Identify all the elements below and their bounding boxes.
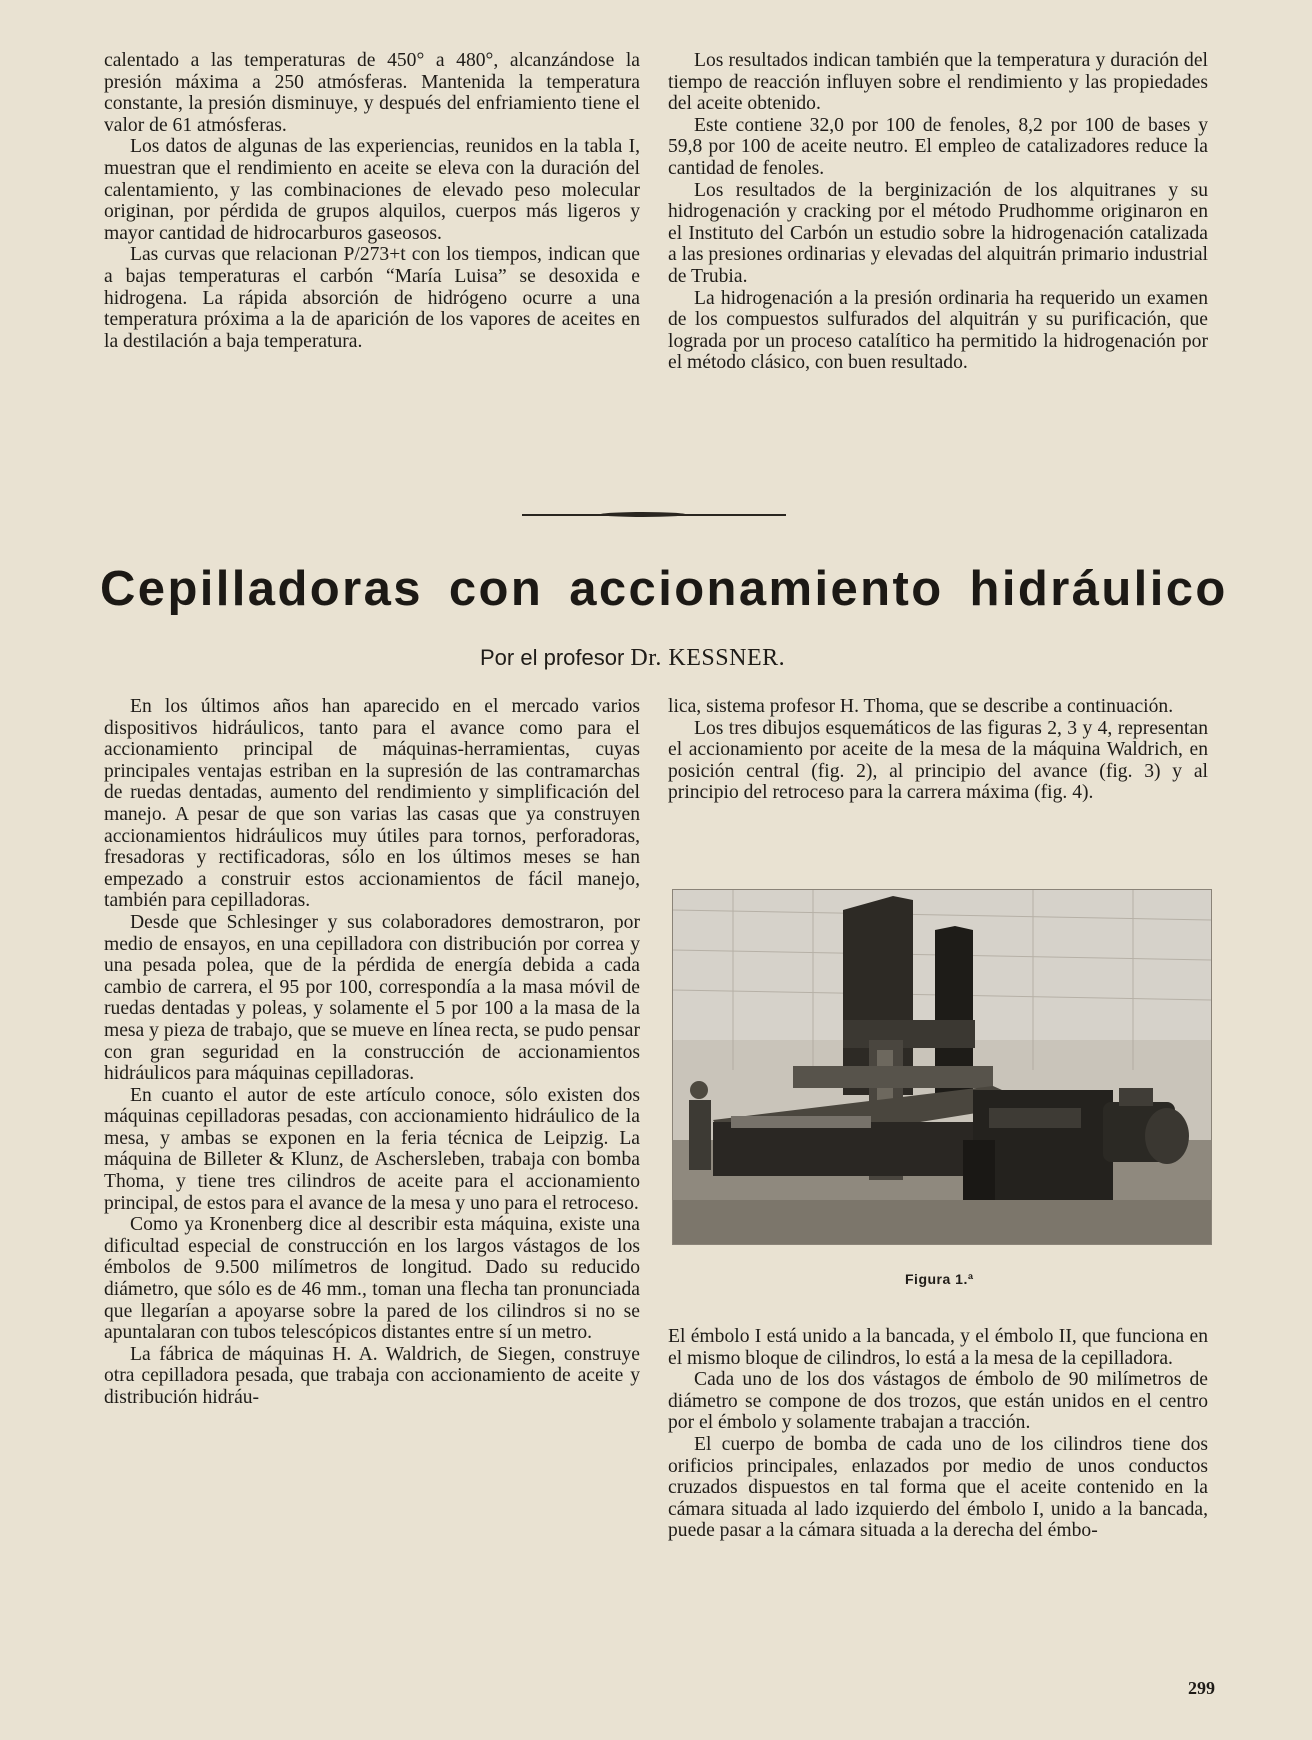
paragraph: Los tres dibujos esquemáticos de las figuras 2, 3 y 4, representan el accionamiento por aceite de la mesa de la máquina Waldrich, en posición central (fig. 2), al principio del avance (fig. 3) y al principio del retroceso para la carrera máxima (fig. 4). xyxy=(668,717,1208,804)
paragraph: Las curvas que relacionan P/273+t con los tiempos, indican que a bajas temperaturas el carbón “María Luisa” se desoxida e hidrogena. La rápida absorción de hidrógeno ocurre a una temperatura próxima a la de aparición de los vapores de aceites en la destilación a baja temperatura. xyxy=(104,244,640,352)
top-left-column xyxy=(104,50,640,352)
top-right-column xyxy=(668,50,1208,374)
paragraph: calentado a las temperaturas de 450° a 480°, alcanzándose la presión máxima a 250 atmósferas. Mantenida la temperatura constante, la presión disminuye, y después del enfriamiento tiene el valor de 61 atmósferas. xyxy=(104,50,640,136)
byline-prefix: Por el profesor xyxy=(480,645,625,670)
article-right-column-bottom xyxy=(668,1326,1208,1542)
section-divider-ornament xyxy=(600,512,686,517)
article-title: Cepilladoras con accionamiento hidráulico xyxy=(100,562,1228,616)
byline xyxy=(480,644,785,672)
planing-machine-photo xyxy=(673,890,1212,1245)
paragraph: Los resultados indican también que la temperatura y duración del tiempo de reacción influyen sobre el rendimiento y las propiedades del aceite obtenido. xyxy=(668,50,1208,115)
paragraph: Este contiene 32,0 por 100 de fenoles, 8,2 por 100 de bases y 59,8 por 100 de aceite neutro. El empleo de catalizadores reduce la cantidad de fenoles. xyxy=(668,114,1208,179)
paragraph: La fábrica de máquinas H. A. Waldrich, de Siegen, construye otra cepilladora pesada, que trabaja con accionamiento de aceite y distribución hidráu- xyxy=(104,1343,640,1408)
paragraph: Los resultados de la berginización de los alquitranes y su hidrogenación y cracking por el método Prudhomme originaron en el Instituto del Carbón un estudio sobre la hidrogenación catalizada a las presiones ordinarias y elevadas del alquitrán primario industrial de Trubia. xyxy=(668,179,1208,287)
figure-1-photo xyxy=(672,889,1212,1245)
paragraph: Cada uno de los dos vástagos de émbolo de 90 milímetros de diámetro se compone de dos trozos, que están unidos en el centro por el émbolo y solamente trabajan a tracción. xyxy=(668,1369,1208,1434)
paragraph: Como ya Kronenberg dice al describir esta máquina, existe una dificultad especial de construcción en los largos vástagos de los émbolos de 9.500 milímetros de longitud. Dado su reducido diámetro, que sólo es de 46 mm., toman una flecha tan pronunciada que llegarían a apoyarse sobre la pared de los cilindros si no se apuntalaran con tubos telescópicos distantes entre sí un metro. xyxy=(104,1214,640,1344)
paragraph: En cuanto el autor de este artículo conoce, sólo existen dos máquinas cepilladoras pesadas, con accionamiento hidráulico de la mesa, y ambas se exponen en la feria técnica de Leipzig. La máquina de Billeter & Klunz, de Aschersleben, trabaja con bomba Thoma, y tiene tres cilindros de aceite para el accionamiento principal, de estos para el avance de la mesa y uno para el retroceso. xyxy=(104,1084,640,1214)
byline-author: Dr. KESSNER. xyxy=(630,645,786,671)
paragraph: El cuerpo de bomba de cada uno de los cilindros tiene dos orificios principales, enlazados por medio de unos conductos cruzados dispuestos en tal forma que el aceite contenido en la cámara situada al lado izquierdo del émbolo I, unido a la bancada, puede pasar a la cámara situada a la derecha del émbo- xyxy=(668,1433,1208,1542)
paragraph: La hidrogenación a la presión ordinaria ha requerido un examen de los compuestos sulfurados del alquitrán y su purificación, que lograda por un proceso catalítico ha permitido la hidrogenación por el método clásico, con buen resultado. xyxy=(668,287,1208,374)
paragraph: Los datos de algunas de las experiencias, reunidos en la tabla I, muestran que el rendimiento en aceite se eleva con la duración del calentamiento, y las combinaciones de elevado peso molecular originan, por pérdida de grupos alquilos, cuerpos más ligeros y mayor cantidad de hidrocarburos gaseosos. xyxy=(104,136,640,244)
page-number: 299 xyxy=(1188,1678,1215,1698)
article-left-column xyxy=(104,696,640,1409)
paragraph: En los últimos años han aparecido en el mercado varios dispositivos hidráulicos, tanto para el avance como para el accionamiento principal de máquinas-herramientas, cuyas principales ventajas estriban en la supresión de las contramarchas de ruedas dentadas, aumento del rendimiento y simplificación del manejo. A pesar de que son varias las casas que ya construyen accionamientos hidráulicos muy útiles para tornos, perforadoras, fresadoras y rectificadoras, sólo en los últimos meses se han empezado a construir estos accionamientos de fácil manejo, también para cepilladoras. xyxy=(104,696,640,912)
article-right-column-top xyxy=(668,696,1208,804)
paragraph: Desde que Schlesinger y sus colaboradores demostraron, por medio de ensayos, en una cepilladora con distribución por correa y una pesada polea, que de la pérdida de energía debida a cada cambio de carrera, el 95 por 100, correspondía a la masa móvil de ruedas dentadas y poleas, y solamente el 5 por 100 a la masa de la mesa y pieza de trabajo, que se mueve en línea recta, se pudo pensar con gran seguridad en la construcción de accionamientos hidráulicos para máquinas cepilladoras. xyxy=(104,911,640,1085)
paragraph: lica, sistema profesor H. Thoma, que se describe a continuación. xyxy=(668,696,1174,717)
figure-caption: Figura 1.ª xyxy=(905,1271,974,1287)
paragraph: El émbolo I está unido a la bancada, y el émbolo II, que funciona en el mismo bloque de cilindros, lo está a la mesa de la cepilladora. xyxy=(668,1326,1208,1369)
